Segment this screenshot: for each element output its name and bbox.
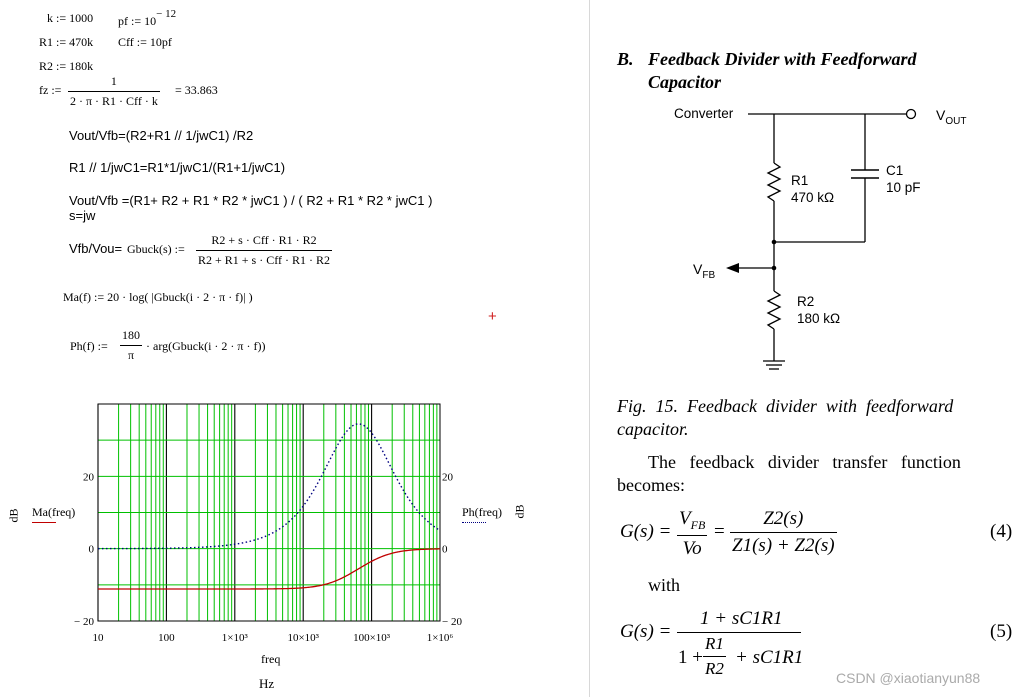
series-label-magnitude: Ma(freq) [32, 505, 76, 519]
node-mid [772, 240, 777, 245]
def-k[interactable]: k := 1000 [47, 11, 94, 25]
x-tick-label: 100×10³ [353, 632, 391, 644]
y-tick-label-right: 20 [442, 471, 453, 484]
eq5-den-frac: R1 R2 [705, 634, 724, 678]
note-transfer[interactable]: Vout/Vfb =(R1+ R2 + R1 * R2 * jwC1 ) / ( R2 + R1 * R2 * jwC1 ) [69, 193, 433, 208]
x-tick-label: 1×10⁶ [426, 632, 454, 644]
ph-rhs: · arg(Gbuck(i · 2 · π · f)) [146, 339, 266, 353]
ma-formula[interactable]: Ma(f) := 20 · log( |Gbuck(i · 2 · π · f)| ) [63, 290, 253, 304]
y-tick-label-left: 0 [88, 543, 94, 556]
section-heading-line1: Feedback Divider with Feedforward [648, 49, 917, 69]
x-tick-label: 10 [92, 632, 104, 644]
eq4-frac-b: Z2(s) Z1(s) + Z2(s) [732, 508, 835, 556]
def-cff[interactable]: Cff := 10pf [118, 35, 172, 49]
ph-lhs: Ph(f) := [70, 339, 108, 353]
series-legend-magnitude [32, 522, 56, 523]
section-heading-line2: Capacitor [648, 72, 722, 92]
label-c1-value: 10 pF [886, 180, 921, 195]
label-r2-value: 180 kΩ [797, 311, 841, 326]
label-c1-name: C1 [886, 163, 904, 178]
pf-exponent: − 12 [156, 8, 177, 20]
eq5-den-b: + sC1R1 [735, 647, 804, 668]
figure-caption-line1: Fig. 15. Feedback divider with feedforward [617, 396, 954, 416]
x-axis-label: freq [261, 652, 281, 666]
series-legend-phase [462, 522, 486, 523]
label-r2-name: R2 [797, 294, 815, 309]
note-vout-vfb[interactable]: Vout/Vfb=(R2+R1 // 1/jwC1) /R2 [69, 128, 254, 143]
eq5-lhs: G(s) = [620, 621, 672, 642]
node-vfb [772, 266, 777, 271]
series-label-phase: Ph(freq) [462, 505, 502, 519]
note-s-jw[interactable]: s=jw [69, 208, 96, 223]
phase-curve [98, 424, 440, 549]
y-tick-label-right: − 20 [442, 616, 462, 628]
section-heading: B. [617, 49, 634, 69]
text-with: with [648, 575, 681, 595]
note-r1-parallel[interactable]: R1 // 1/jwC1=R1*1/jwC1/(R1+1/jwC1) [69, 160, 286, 175]
fz-lhs: fz := [39, 83, 62, 97]
def-r1[interactable]: R1 := 470k [39, 35, 94, 49]
watermark: CSDN @xiaotianyun88 [836, 670, 981, 686]
plot-series [98, 424, 440, 589]
vout-terminal [907, 110, 916, 119]
x-axis-unit: Hz [259, 676, 275, 691]
resistor-r2 [768, 291, 780, 329]
x-tick-label: 10×10³ [287, 632, 319, 644]
cursor-crosshair[interactable]: + [488, 308, 497, 325]
page-divider [589, 0, 590, 697]
eq4-lhs: G(s) = [620, 521, 672, 542]
def-pf[interactable]: pf := $10^{- 12}$ [118, 8, 177, 28]
vfb-arrow [726, 263, 739, 273]
gbuck-lhs: Gbuck(s) := [127, 242, 185, 256]
label-converter: Converter [674, 106, 734, 121]
resistor-r1 [768, 163, 780, 201]
eq4-number: (4) [990, 521, 1013, 542]
label-vout: $V_{OUT}$ [936, 107, 967, 127]
paragraph-line2: becomes: [617, 475, 685, 495]
eq5-number: (5) [990, 621, 1013, 642]
eq5-den-a: 1 + [678, 647, 703, 668]
y-tick-label-left: − 20 [74, 616, 94, 628]
eq4-equals: = [714, 521, 725, 542]
ph-fraction: 180 π [122, 328, 140, 362]
eq4-frac-a: $V_{FB}$ Vo [679, 508, 706, 559]
x-tick-label: 1×10³ [221, 632, 248, 644]
label-vfb: $V_{FB}$ [693, 261, 716, 281]
eq5-numerator: 1 + sC1R1 [700, 608, 783, 629]
fz-result: = 33.863 [175, 83, 218, 97]
paragraph-line1: The feedback divider transfer function [648, 452, 961, 472]
magnitude-curve [98, 549, 440, 589]
y-tick-label-left: 20 [83, 471, 94, 484]
def-r2[interactable]: R2 := 180k [39, 59, 94, 73]
x-tick-label: 100 [158, 632, 175, 644]
figure-caption-line2: capacitor. [617, 419, 689, 439]
y-axis-label-right: dB [512, 504, 527, 519]
y-tick-label-right: 0 [442, 543, 448, 556]
eq5-main-bar [677, 632, 801, 633]
gbuck-fraction: R2 + s · Cff · R1 · R2 R2 + R1 + s · Cff · R1 · R2 [198, 233, 330, 267]
y-axis-label-left: dB [6, 508, 21, 523]
gbuck-note: Vfb/Vou= [69, 241, 123, 256]
label-r1-name: R1 [791, 173, 809, 188]
label-r1-value: 470 kΩ [791, 190, 835, 205]
fz-fraction: 1 2 · π · R1 · Cff · k [70, 74, 158, 108]
